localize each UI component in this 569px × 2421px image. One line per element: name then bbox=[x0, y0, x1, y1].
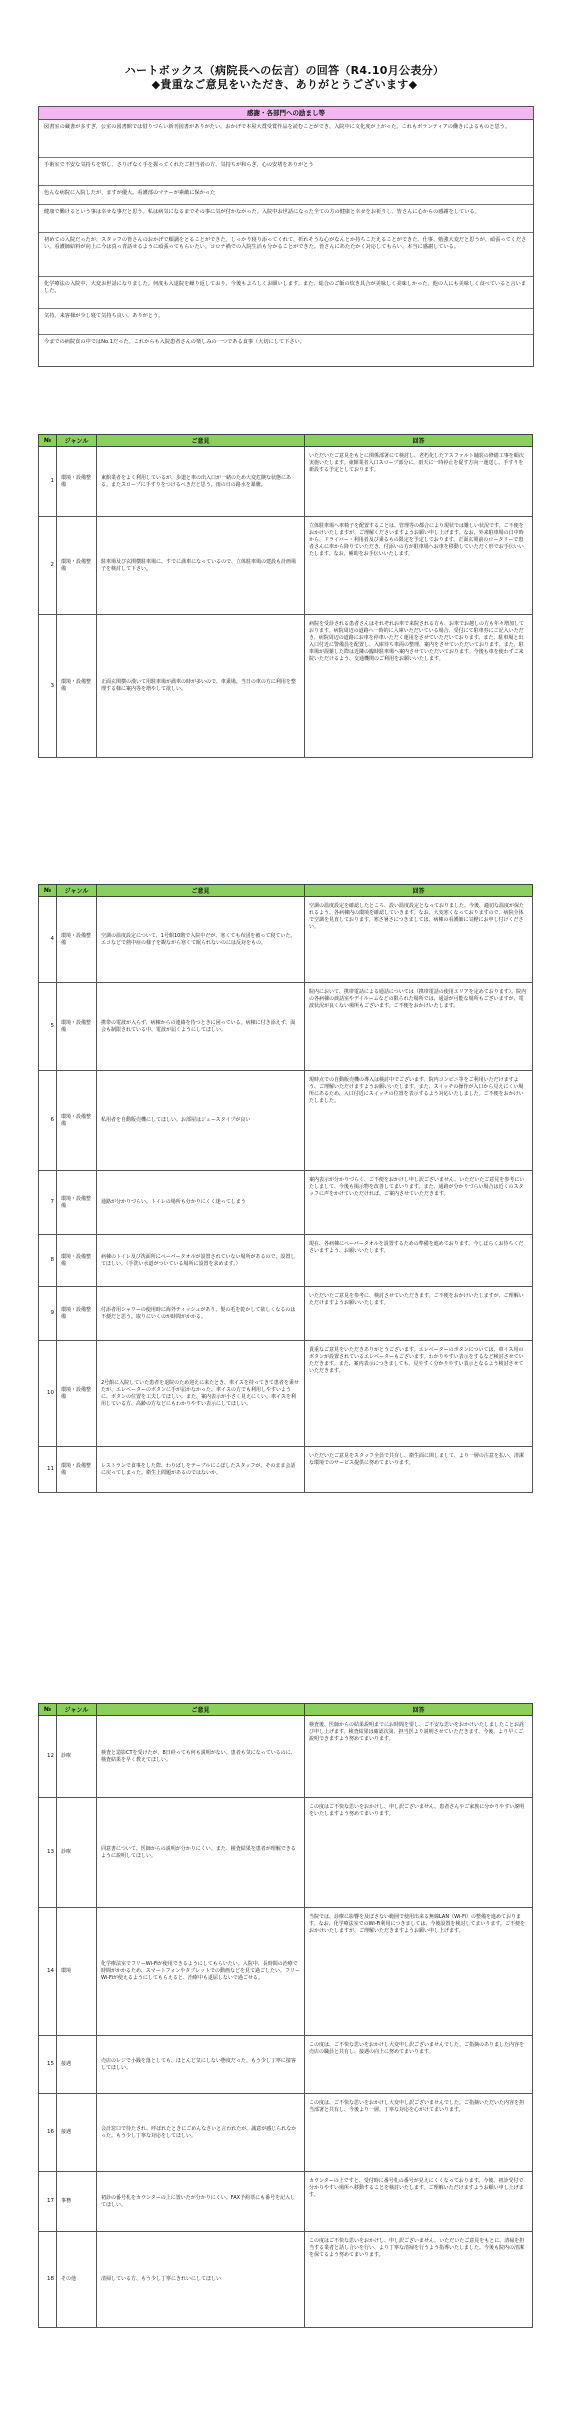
row-genre: 環境・設備整備 bbox=[57, 897, 97, 983]
table-row bbox=[39, 447, 533, 517]
row-opinion: 病棟のトイレ及び洗面所にペーパータオルが設置されていない場所があるので、設置してほしい。（手洗い水道がついている場所に設置を求めます。） bbox=[97, 1235, 305, 1287]
column-header-genre: ジャンル bbox=[57, 885, 97, 897]
table-row bbox=[39, 1287, 533, 1341]
thanks-item: 化学療法の入院中、大変お世話になりました。何度も入退院を繰り返しており、今後もよろしくお願いします。また、総合のご飯の炊き具合が美味しく美味しかった。他の人にも美味しく食べていると言いました。 bbox=[39, 277, 533, 309]
row-answer: この度は、ご不快な思いをおかけし大変申し訳ございませんでした。ご指摘のありました内容を売店の職員と共有し、接遇の向上に努めてまいります。 bbox=[305, 2036, 533, 2094]
row-number: 4 bbox=[39, 897, 57, 983]
row-genre: 接遇 bbox=[57, 2094, 97, 2172]
row-number: 6 bbox=[39, 1071, 57, 1171]
column-header-opinion: ご意見 bbox=[97, 1704, 305, 1716]
thanks-section bbox=[38, 106, 534, 367]
row-opinion: 清掃している方、もう少し丁寧にきれいにしてほしい bbox=[97, 2232, 305, 2328]
row-answer: 検査後、医師からの結果説明までにお時間を要し、ご不安な思いをおかけいたしましたことお詫び申し上げます。検査結果は確認次第、担当医より説明させていただきます。今後、より早くご説明できますよう努めてまいります。 bbox=[305, 1716, 533, 1798]
row-opinion: 正面玄関横の漢いて用駐車場が満車の時が多いので、車乗場、当日の車の方に利用を整理する様に案内等を増やして欲しい。 bbox=[97, 615, 305, 758]
row-opinion: レストランで食事をした際、わりばしをテーブルにこぼしたスタッフが、そのまま会話に戻ってしまった。衛生上問題があるのではないか。 bbox=[97, 1447, 305, 1493]
table-row bbox=[39, 1447, 533, 1493]
row-number: 2 bbox=[39, 517, 57, 615]
row-genre: 環境 bbox=[57, 1908, 97, 2036]
row-number: 8 bbox=[39, 1235, 57, 1287]
row-number: 14 bbox=[39, 1908, 57, 2036]
thanks-item: 健康で働けるという事は幸せな事だと思う。私は病気になるまでその事に気が付かなかった。入院中お世話になった全ての方の健康と幸せをお祈りし、皆さんに心からの感謝をしている。 bbox=[39, 205, 533, 233]
table-header-row bbox=[39, 1704, 533, 1716]
row-opinion: 化学療法室でフリーWi-Fiが使用できるようにしてもらいたい。入院中、長時間の治療で時間がかかるため、スマートフォンやタブレットでの動画などを見て過ごしたい。フリーWi-Fiが使えるようにしてもらえると、治療中も退屈しないで過ごせる。 bbox=[97, 1908, 305, 2036]
thanks-item: 手術室で不安な気持ちを察し、さりげなく手を握ってくれたご担当者の方、気持ちが和らぎ、心の安堵をありがとう bbox=[39, 158, 533, 186]
thanks-header: 感謝・各部門への励まし等 bbox=[39, 107, 533, 120]
row-opinion: 空調の温度設定について、1号館10階で入院中だが、寒くても布団を被って寝ていた。エコなどで熱中症の様子を観ながら寒くて眠られないのには反対をもの。 bbox=[97, 897, 305, 983]
row-opinion: 売店のレジで小銭を落としても、ほとんど気にしない態度だった。もう少し丁寧に接客してほしい。 bbox=[97, 2036, 305, 2094]
row-opinion: 駐車場及び玄関横駐車場に、すでに満車になっているので、立体駐車場の建設も計画場子を検討して下さい。 bbox=[97, 517, 305, 615]
row-opinion: 2号館に入院していた患者を退院のため迎えに来たとき、車イスを持ってきて患者を乗せたが、エレベーターのボタンに手が届かなかった。車イスの方でも利用しやすいように、ボタンの位置を工夫してほしい。また、案内表示が小さく見えにくい。車イスを利用している方、高齢の方などにもわかりやすい表示にしてほしい。 bbox=[97, 1341, 305, 1447]
table-row bbox=[39, 1798, 533, 1908]
row-number: 1 bbox=[39, 447, 57, 517]
row-genre: 環境・設備整備 bbox=[57, 1071, 97, 1171]
row-answer: 当院では、診療に影響を及ぼさない範囲で使用出来る無線LAN（Wi-Fi）の整備を進めております。なお、化学療法室でのWi-Fi利用につきましては、今後設置を検討してまいります。ご不便をおかけいたしますが、ご理解いただきますようお願い申し上げます。 bbox=[305, 1908, 533, 2036]
table-row bbox=[39, 2094, 533, 2172]
row-number: 5 bbox=[39, 983, 57, 1071]
row-answer: 院内において、携帯電話による通話については（携帯電話の使用エリアを定めております）。院内の各病棟の談話室やデイルームなどの限られた場所では、通話が可能な場所もございますが、電波状況が良くない場所もございます。ご不便をおかけいたします。 bbox=[305, 983, 533, 1071]
table-row bbox=[39, 897, 533, 983]
table-row bbox=[39, 1171, 533, 1235]
row-genre: 診療 bbox=[57, 1798, 97, 1908]
row-genre: 事務 bbox=[57, 2172, 97, 2232]
row-number: 11 bbox=[39, 1447, 57, 1493]
row-answer: 立体駐車場へ車椅子を配置することは、管理等の都合により現状では難しい状況です。ご不便をおかけいたしますが、ご理解くださいますようお願い申し上げます。なお、外来駐車場の日中時から、ドライバー・利用者及び乗るもの限定を予定しております。正面玄関前のロータリーで患者さんに車から降りていただき、付添いの方が駐車場へお車を移動していただく形でお手伝いいたします。なお、補助をお手伝いいたします。 bbox=[305, 517, 533, 615]
column-header-no: № bbox=[39, 885, 57, 897]
row-answer: カウンターの上ですと、受付時に番号札の番号が見えにくくなっております。今後、初診受付で分かりやすい場所へ移動することを検討いたします。ご理解いただけますようお願い申し上げます。 bbox=[305, 2172, 533, 2232]
table-row bbox=[39, 1235, 533, 1287]
row-answer: いただいたご意見をスタッフ全員で共有し、衛生面に関しまして、より一層の注意を払い、清潔な環境でのサービス提供に努めてまいります。 bbox=[305, 1447, 533, 1493]
table-row bbox=[39, 1071, 533, 1171]
column-header-genre: ジャンル bbox=[57, 435, 97, 447]
opinion-table-3 bbox=[38, 1703, 533, 2328]
row-genre: 環境・設備整備 bbox=[57, 447, 97, 517]
table-row bbox=[39, 983, 533, 1071]
table-header-row bbox=[39, 885, 533, 897]
table-row bbox=[39, 1908, 533, 2036]
table-row bbox=[39, 517, 533, 615]
column-header-answer: 回答 bbox=[305, 885, 533, 897]
page-title: ハートボックス（病院長への伝言）の回答（R4.10月公表分） bbox=[124, 64, 445, 77]
opinion-table-2 bbox=[38, 884, 533, 1493]
column-header-genre: ジャンル bbox=[57, 1704, 97, 1716]
row-answer: 貴重なご意見をいただきありがとうございます。エレベーターのボタンについては、車イス用のボタンが設置されているエレベーターもございます。わかりやすい表示をするなど検討させていただきます。また、案内表示につきましても、見やすく分かりやすい表示となるよう検討させていただきます。 bbox=[305, 1341, 533, 1447]
row-number: 9 bbox=[39, 1287, 57, 1341]
row-opinion: 付添者用シャワーの使用時に海外ティッシュがあり、髪の毛を乾かして欲しくなるのは不便だと思う。取りにいくのが時間がかかる。 bbox=[97, 1287, 305, 1341]
row-number: 18 bbox=[39, 2232, 57, 2328]
table-row bbox=[39, 2036, 533, 2094]
row-answer: いただいたご意見をもとに関係部署にて検討し、老朽化したアスファルト舗装の修繕工事を順次実施いたします。東館業者入口スロープ部分に、雨天に一時停止を促す方向一運送し、手すりを新設する予定としております。 bbox=[305, 447, 533, 517]
table-row bbox=[39, 2232, 533, 2328]
row-number: 16 bbox=[39, 2094, 57, 2172]
row-answer: この度はご不快な思いをおかけし、申し訳ございません。いただいたご意見をもとに、清掃を担当する業者と話し合いを行い、より丁寧な清掃を行うよう指導いたしました。今後も院内の清潔を保てるよう努めてまいります。 bbox=[305, 2232, 533, 2328]
row-answer: 現在、各病棟にペーパータオルを設置するための準備を進めております。今しばらくお待ちくださいますよう、お願いいたします。 bbox=[305, 1235, 533, 1287]
row-number: 3 bbox=[39, 615, 57, 758]
column-header-answer: 回答 bbox=[305, 1704, 533, 1716]
row-opinion: 携帯の電波が入らず、病棟からの連絡を待つときに困っている。病棟に付き添えず、面会も制限されている中、電波が届くようにしてほしい。 bbox=[97, 983, 305, 1071]
thanks-item: 色んな病院に入院したが、ますが優大。看護部のマナーが素敵に保かった bbox=[39, 186, 533, 205]
thanks-item: 今までの病院食の中ではNo.1だった。これからも入院患者さんの楽しみの一つである食事（大切にして下さい。 bbox=[44, 339, 305, 345]
table-row bbox=[39, 2172, 533, 2232]
row-number: 7 bbox=[39, 1171, 57, 1235]
thanks-item: 図書室の蔵書が多すぎ、公室の図書館では借りづらい新刊図書がありがたい。おかげで本屋大賞受賞作品を読むことができ、入院中に文化度が上がった。これもボランティアの働きによるものと思う。 bbox=[39, 120, 533, 158]
row-genre: 環境・設備整備 bbox=[57, 983, 97, 1071]
row-genre: 接遇 bbox=[57, 2036, 97, 2094]
column-header-answer: 回答 bbox=[305, 435, 533, 447]
row-answer: 空調の温度設定を確認したところ、設い温度設定となっておりました。今後、適切な温度が保たれるよう、各病棟内の環境を確認していきます。なお、大変寒くなっておりますので、病院全体で空調を見直しております。寒さ暑さにつきましては、病棟の看護師に気軽にお申し付けください。 bbox=[305, 897, 533, 983]
table-row bbox=[39, 1341, 533, 1447]
row-genre: 環境・設備整備 bbox=[57, 1287, 97, 1341]
row-genre: その他 bbox=[57, 2232, 97, 2328]
row-answer: この度は、ご不快な思いをおかけし大変申し訳ございませんでした。ご指摘いただいた内容を担当部署と共有し、今後より一層、丁寧な対応を心がけてまいります。 bbox=[305, 2094, 533, 2172]
row-genre: 環境・設備整備 bbox=[57, 517, 97, 615]
column-header-opinion: ご意見 bbox=[97, 435, 305, 447]
row-answer: 現時点での自動販売機の導入は検討中でございます。院内コンビニ等をご利用いただけますよう、ご理解いただけますようお願いいたします。また、スイッチの操作が入口から見えにくい場所にあるため、入口付近にスイッチの位置を表示するよう対応いたしました。ご不便をおかけいたしました。 bbox=[305, 1071, 533, 1171]
row-genre: 環境・設備整備 bbox=[57, 1171, 97, 1235]
row-opinion: 東館業者をよく利用しているが、歩道と車の出入口が一緒のため大変危険な状態にある。またスロープに手すりをつけるべきだと思う。雨の日の路水を暴騰。 bbox=[97, 447, 305, 517]
row-opinion: 通路が分かりづらい。トイレの場所も分かりにくく迷ってしまう bbox=[97, 1171, 305, 1235]
row-genre: 環境・設備整備 bbox=[57, 615, 97, 758]
thanks-item: 初めての入院だったが、スタッフの皆さんのおかげで順調をとることができた。しっかり寝り添ってくれて、折れそうな心がなんとか持ちこたえることができた。仕事、勉強大変だと思うが、頑張ってください。看護師給料が向上に今は真っ青話せるように頑張ってもらいたい。コロナ禍での入院生活も分かることができた。皆さんにあたたかく対応してもらい、本当に感謝している。 bbox=[39, 233, 533, 277]
row-genre: 環境・設備整備 bbox=[57, 1235, 97, 1287]
table-row bbox=[39, 1716, 533, 1798]
row-opinion: 私用者を自動販売機にしてほしい。お部屋はジュースタイプが良い bbox=[97, 1071, 305, 1171]
column-header-opinion: ご意見 bbox=[97, 885, 305, 897]
page-subtitle: ◆貴重なご意見をいただき、ありがとうございます◆ bbox=[151, 78, 418, 91]
row-opinion: 初診の番号札をカウンターの上に置いたが分かりにくい。FAX予約票にも番号を記入してほしい。 bbox=[97, 2172, 305, 2232]
row-number: 17 bbox=[39, 2172, 57, 2232]
column-header-no: № bbox=[39, 1704, 57, 1716]
row-number: 10 bbox=[39, 1341, 57, 1447]
row-answer: 案内表示が分かりづらく、ご不便をおかけし申し訳ございません。いただいたご意見を参考にいたしまして、今後も掲示物を改善してまいります。また、通路が分かりづらい場合は近くのスタッフに声をかけていただければ、ご案内させていただきます。 bbox=[305, 1171, 533, 1235]
row-answer: この度はご不快な思いをおかけし、申し訳ございません。患者さんやご家族に分かりやすい説明をいたしますよう努めてまいります。 bbox=[305, 1798, 533, 1908]
row-number: 15 bbox=[39, 2036, 57, 2094]
row-genre: 環境・設備整備 bbox=[57, 1447, 97, 1493]
row-opinion: 会計窓口で待たされ、呼ばれたときにごめんなさいと言われたが、誠意が感じられなかった。もう少し丁寧な対応をしてほしい。 bbox=[97, 2094, 305, 2172]
row-opinion: 同意書について、医師からの説明が分かりにくい。また、検査結果を患者が理解できるように説明してほしい。 bbox=[97, 1798, 305, 1908]
row-answer: 病院を受診される患者さんはそれぞれお車で来院される方も、お車でお越しの方も年々増加しております。病院周辺の道路へ一時的に入庫いただいている場合、受付にて駐車券にご記入いただき、病院周辺の道路にお車を停車いただく運用をさせていただいております。また、駐車場と出入口付近に警備員を配置し、入庫待ち車両の整理、案内をさせていただいております。また、駐車場が混雑した際は近隣の臨時駐車場へ案内させていただいております。今後も車を使わずご来院いただけるよう、交通機関のご利用をお願いいたします。 bbox=[305, 615, 533, 758]
row-answer: いただいたご意見を参考に、検討させていただきます。ご不便をおかけいたしますが、ご理解いただけますようお願いいたします。 bbox=[305, 1287, 533, 1341]
row-number: 13 bbox=[39, 1798, 57, 1908]
opinion-table-1 bbox=[38, 434, 533, 758]
thanks-item: 気持、来客様が少し寝て気持ち良い。ありがとう。 bbox=[39, 309, 533, 335]
row-number: 12 bbox=[39, 1716, 57, 1798]
row-genre: 診療 bbox=[57, 1716, 97, 1798]
row-genre: 環境・設備整備 bbox=[57, 1341, 97, 1447]
table-header-row bbox=[39, 435, 533, 447]
table-row bbox=[39, 615, 533, 758]
row-opinion: 検査と造影CTを受けたが、8日経っても何も説明がない。患者も気になっているのに、検査結果を早く教えてほしい。 bbox=[97, 1716, 305, 1798]
column-header-no: № bbox=[39, 435, 57, 447]
